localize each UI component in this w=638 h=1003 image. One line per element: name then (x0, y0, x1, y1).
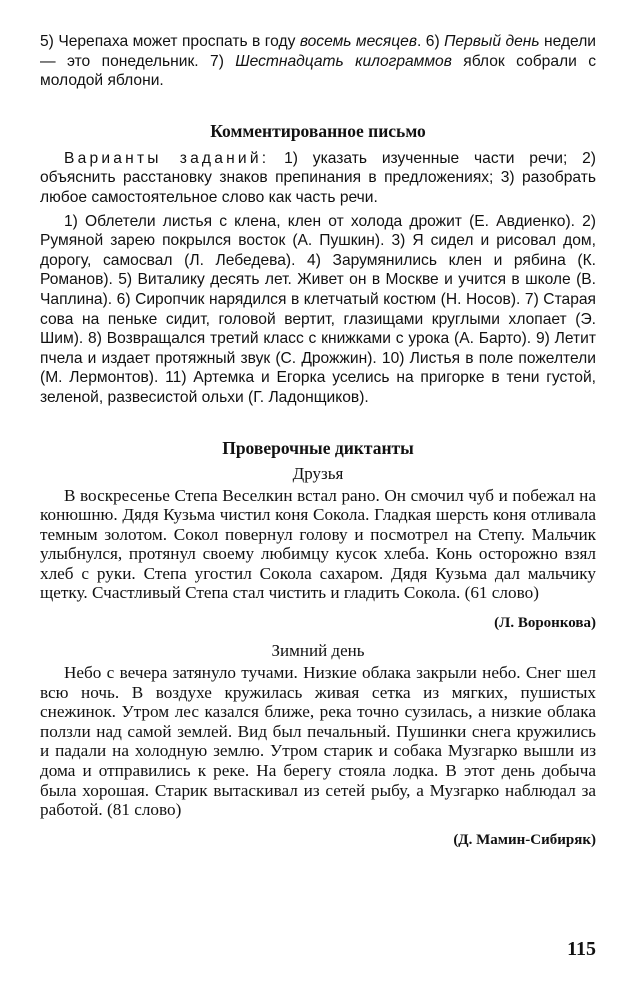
dictation-2-text: Небо с вечера затянуло тучами. Низкие облака закрыли небо. Снег шел всю ночь. В воздухе кружилась живая сетка из мягких, пушистых снежинок. Утром лес казался ближе, река точно сузилась, а низкие облака ползли над самой землей. Вид был печальный. Пушинки снега кружились и падали на холодную землю. Утром старик и собака Музгарко вышли из дома и отправились к реке. На берегу стояла лодка. В этот день добыча была хорошая. Старик вытаскивал из сетей рыбу, а Музгарко наблюдал за работой. (81 слово) (40, 663, 596, 820)
commented-letter-heading: Комментированное письмо (210, 120, 426, 141)
intro-italic-2: Первый день (444, 33, 540, 50)
intro-text-4: яблок собрали с молодой яблони. (40, 52, 597, 90)
variants-label: Варианты заданий: (64, 149, 270, 167)
dictation-1-text: В воскресенье Степа Веселкин встал рано. Он смочил чуб и побежал на конюшню. Дядя Кузьма чистил коня Сокола. Гладкая шерсть коня отливала темным золотом. Сокол повернул голову и посмотрел на Степу. Мальчик улыбнулся, протянул своему любимцу кусок хлеба. Конь осторожно взял хлеб с руки. Степа угостил Сокола сахаром. Дядя Кузьма дал мальчику щетку. Счастливый Степа стал чистить и гладить Сокола. (61 слово) (40, 485, 596, 603)
variants-paragraph (40, 149, 596, 208)
intro-paragraph (40, 32, 596, 91)
page-number: 115 (567, 938, 596, 960)
dictation-1-author: (Л. Воронкова) (494, 615, 596, 632)
intro-italic-1: восемь месяцев (299, 33, 417, 50)
commented-exercise-text: 1) Облетели листья с клена, клен от холода дрожит (Е. Авдиенко). 2) Румяной зарею покрылся восток (А. Пушкин). 3) Я сидел и рисовал дом, дорогу, самосвал (Л. Лебедева). 4) Зарумянились клен и рябина (К. Романов). 5) Виталику десять лет. Живет он в Москве и учится в школе (В. Чаплина). 6) Сиропчик нарядился в клетчатый костюм (Н. Носов). 7) Старая сова на пеньке сидит, головой вертит, глазищами круглыми хлопает (Э. Шим). 8) Возвращался третий класс с книжками с урока (А. Барто). 9) Летит пчела и издает протяжный звук (С. Дрожжин). 10) Листья в поле пожелтели (М. Лермонтов). 11) Артемка и Егорка уселись на пригорке в тени густой, зеленой, развесистой ольхи (Г. Ладонщиков). (40, 212, 596, 406)
intro-italic-3: Шестнадцать килограммов (235, 52, 452, 70)
intro-text-3: недели — это понедельник. 7) (40, 33, 597, 70)
variants-text: 1) указать изученные части речи; 2) объяснить расстановку знаков препинания в предложениях; 3) разобрать любое самостоятельное слово как часть речи. (40, 149, 596, 206)
dictation-1-title: Друзья (292, 463, 344, 483)
check-dictations-heading: Проверочные диктанты (222, 437, 414, 458)
dictation-2-title: Зимний день (271, 641, 365, 661)
intro-text-2: . 6) (416, 33, 445, 50)
intro-text-1: 5) Черепаха может проспать в году (40, 33, 300, 50)
dictation-2-author: (Д. Мамин-Сибиряк) (453, 831, 596, 848)
